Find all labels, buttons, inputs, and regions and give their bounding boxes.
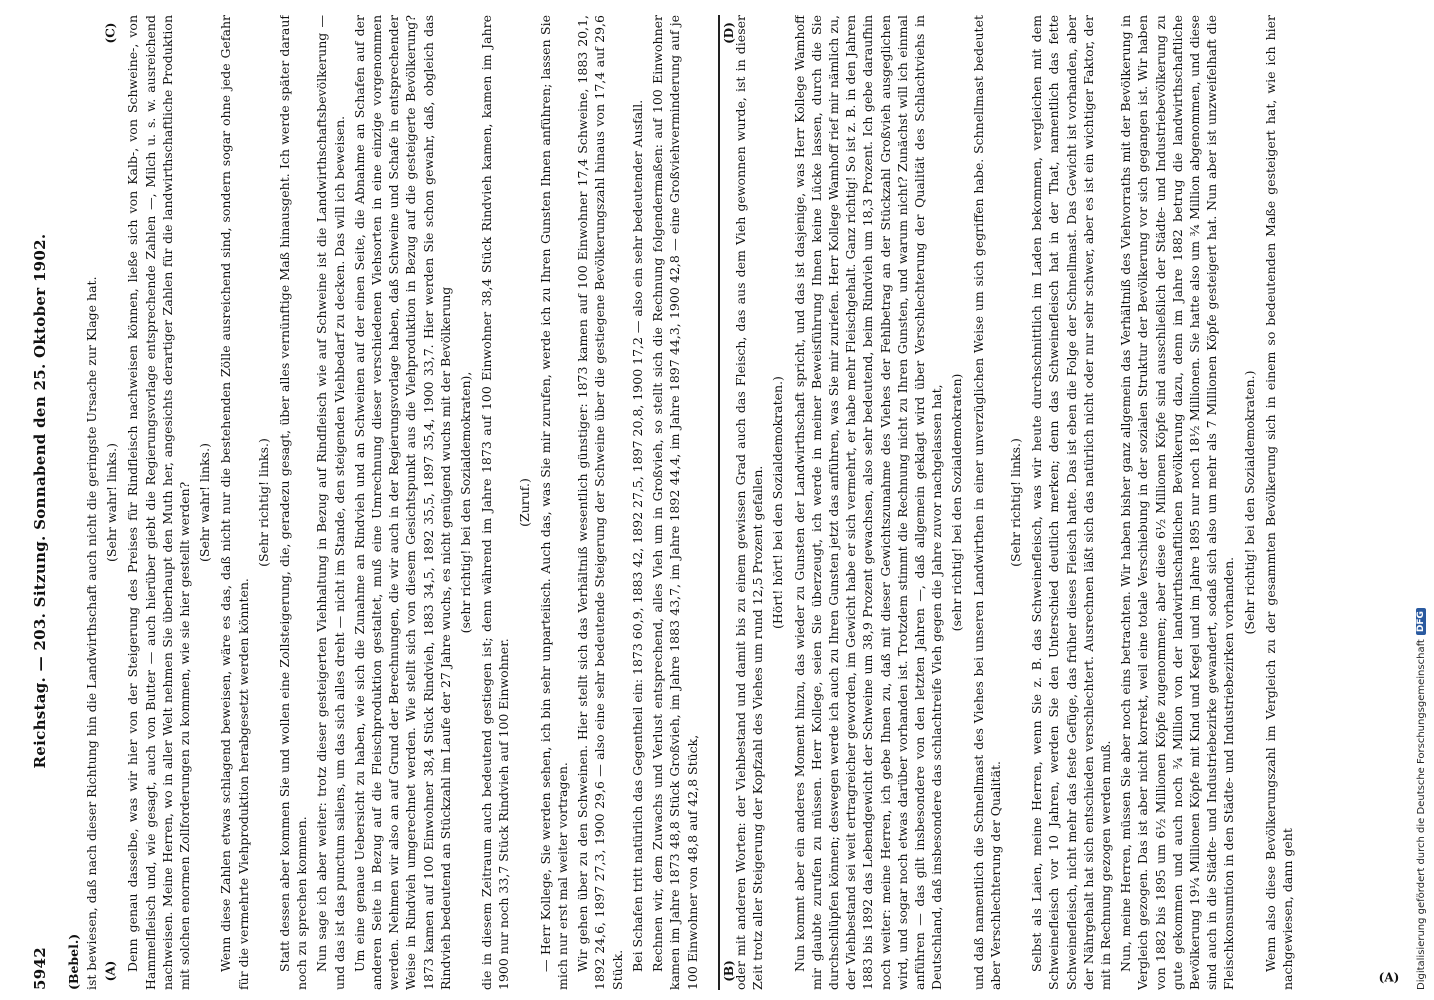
interjection: (Hört! hört! bei den Sozialdemokraten.) <box>770 376 786 629</box>
paragraph: — Herr Kollege, Sie werden sehen, ich bin sehr unparteiisch. Auch das, was Sie mir zurufen, werde ich zu Ihren Gunsten Ihnen anführen; lassen Sie mich nur erst mal weiter vortragen. <box>537 15 571 990</box>
paragraph: Selbst als Laien, meine Herren, wenn Sie z. B. das Schweinefleisch, was wir heute durchschnittlich im Laden bekommen, vergleichen mit dem Schweinefleisch vor 10 Jahren, werden Sie den Unterschied deutlich merken; denn das Schweinefleisch hat in der That, namentlich das fette Schweinefleisch, nicht mehr das feste Gefüge, das früher dieses Fleisch hatte. Das ist eben die Folge der Schnellmast. Das Gewicht ist vorhanden, aber der Nährgehalt hat sich entschieden verschlechtert. Ausrechnen läßt sich das natürlich nicht oder nur sehr schwer, aber es ist ein wichtiger Faktor, der mit in Rechnung gezogen werden muß. <box>1029 15 1114 990</box>
right-column <box>732 15 1382 990</box>
margin-letter-a: (A) <box>1378 970 1400 985</box>
paragraph: Nun kommt aber ein anderes Moment hinzu, das wieder zu Gunsten der Landwirthschaft spricht, und das ist dasjenige, was Herr Kollege Wamhoff mir glaubte zurufen zu müssen. Herr Kollege, seien Sie überzeugt, ich werde in meiner Beweisführung Ihnen keine Lücke lassen, durch die Sie durchschlüpfen können; deswegen werde ich auch zu Ihren Gunsten jetzt das anführen, was Sie mir zuriefen. Herr Kollege Wamhoff rief mir nämlich zu, der Viehbestand sei weit ertragreicher geworden, im Gewicht habe er sich vermehrt, er habe mehr Fleischgehalt. Ganz richtig! So ist z. B. in den Jahren 1883 bis 1892 das Lebendgewicht der Schweine um 38,9 Prozent gewachsen, also sehr bedeutend, beim Rindvieh um 18,3 Prozent. Ich gebe daraufhin noch weiter: meine Herren, ich gebe Ihnen zu, daß mit dieser Gewichtszunahme des Viehes der Fehlbetrag an der Stückzahl Großvieh ausgeglichen wird, und sogar noch etwas darüber vorhanden ist. Trotzdem stimmt die Rechnung nicht zu Ihren Gunsten, und warum nicht? Zunächst will ich einmal anführen — das gilt insbesondere von den letzten Jahren —, daß allgemein geklagt wird über Verschlechterung der Qualität des Schlachtviehs in Deutschland, daß insbesondere das schlachtreife Vieh gegen die Jahre zuvor nachgelassen hat, <box>791 15 945 990</box>
margin-letter-c-visible: (C) <box>103 22 118 44</box>
credit-text: Digitalisierung gefördert durch die Deutsche Forschungsgemeinschaft <box>1415 639 1427 990</box>
left-column-text <box>83 15 701 990</box>
paragraph: und daß namentlich die Schnellmast des Viehes bei unseren Landwirthen in einer unverzüglichen Weise um sich gegriffen habe. Schnellmast bedeutet aber Verschlechterung der Qualität. <box>970 15 1003 990</box>
interjection: (sehr richtig! bei den Sozialdemokraten), <box>458 371 474 634</box>
interjection: (Sehr wahr! links.) <box>104 443 120 562</box>
right-column-text <box>732 15 1296 990</box>
page-header <box>20 15 60 990</box>
interjection: (Zuruf.) <box>516 478 532 527</box>
paragraph: oder mit anderen Worten: der Viehbestand und damit bis zu einem gewissen Grad auch das Fleisch, das aus dem Vieh gewonnen wurde, ist in dieser Zeit trotz aller Steigerung der Kopfzahl des Viehes um rund 12,5 Prozent gefallen. <box>733 15 766 990</box>
paragraph: ist bewiesen, daß nach dieser Richtung hin die Landwirthschaft auch nicht die geringste Ursache zur Klage hat. <box>84 276 99 990</box>
speaker-name: (Bebel.) <box>66 933 81 990</box>
page-number: 5942 <box>31 947 49 990</box>
paragraph: Statt dessen aber kommen Sie und wollen eine Zollsteigerung, die, geradezu gesagt, über alles vernünftige Maß hinausgeht. Ich werde später darauf noch zu sprechen kommen. <box>277 15 310 990</box>
margin-letter-b-visible: (B) <box>721 960 736 982</box>
paragraph: Rechnen wir, dem Zuwachs und Verlust entsprechend, alles Vieh um in Großvieh, so stellt sich die Rechnung folgendermaßen: auf 100 Einwohner kamen im Jahre 1873 48,8 Stück Großvieh, im Jahre 1883 43,7, im Jahre 1892 44,4, im Jahre 1897 44,3, 1900 42,8 — eine Großviehverminderung auf je 100 Einwohner von 48,8 auf 42,8 Stück, <box>650 15 700 990</box>
paragraph: die in diesem Zeitraum auch bedeutend gestiegen ist; denn während im Jahre 1873 auf 100 Einwohner 38,4 Stück Rindvieh kamen, kamen im Jahre 1900 nur noch 33,7 Stück Rindvieh auf 100 Einwohner. <box>479 15 512 990</box>
left-column <box>66 15 706 990</box>
interjection: (Sehr richtig! links.) <box>255 438 271 567</box>
paragraph: Nun, meine Herren, müssen Sie aber noch eins betrachten. Wir haben bisher ganz allgemein das Verhältniß des Viehvorraths mit der Bevölkerung in Vergleich gezogen. Das ist aber nicht korrekt, weil eine totale Verschiebung in der sozialen Struktur der Bevölkerung vor sich gegangen ist. Wir haben von 1882 bis 1895 um 6½ Millionen Köpfe zugenommen; aber diese 6½ Millionen Köpfe sind ausschließlich der Städte- und Industriebevölkerung zu gute gekommen und auch noch ¾ Million von der landwirthschaftlichen Bevölkerung dazu, denn im Jahre 1882 betrug die landwirthschaftliche Bevölkerung 19¼ Millionen Köpfe mit Kind und Kegel und im Jahre 1895 nur noch 18½ Millionen. Sie hatte also um ¾ Million abgenommen, und diese sind auch in die Städte- und Industriebezirke gewandert, sodaß sich also um mehr als 7 Millionen Köpfe gesteigert hat. Nun aber ist unzweifelhaft die Fleischkonsumtion in den Städte- und Industriebezirken vorhanden. <box>1118 15 1237 990</box>
interjection: (Sehr wahr! links.) <box>197 443 213 562</box>
dfg-logo: DFG <box>1416 608 1426 635</box>
page-title: Reichstag. — 203. Sitzung. Sonnabend den 25. Oktober 1902. <box>31 233 49 769</box>
digitization-credit <box>1410 10 1430 990</box>
paragraph: Denn genau dasselbe, was wir hier von der Steigerung des Preises für Rindfleisch nachweisen können, ließe sich von Kalb-, von Schweine-, von Hammelfleisch und, wie gesagt, auch von Butter — auch hierüber giebt die Regierungsvorlage entsprechende Zahlen —, Milch u. s. w. ausreichend nachweisen. Meine Herren, wo in aller Welt nehmen Sie überhaupt den Muth her, angesichts derartiger Zahlen für die landwirthschaftliche Produktion mit solchen enormen Zollforderungen zu kommen, wie sie hier gestellt werden? <box>125 15 193 990</box>
paragraph: Bei Schafen tritt natürlich das Gegentheil ein: 1873 60,9, 1883 42, 1892 27,5, 1897 20,8, 1900 17,2 — also ein sehr bedeutender Ausfall. <box>629 99 645 972</box>
interjection: (sehr richtig! bei den Sozialdemokraten) <box>949 373 965 632</box>
rotated-page-content <box>20 15 1400 990</box>
column-separator <box>718 15 720 990</box>
paragraph: Nun sage ich aber weiter: trotz dieser gesteigerten Viehhaltung in Bezug auf Rindfleisch wie auf Schweine ist die Landwirthschaftsbevölkerung — und das ist das punctum saliens, um das sich alles dreht — nicht im Stande, den steigenden Viehbedarf zu decken. Das will ich beweisen. <box>314 15 347 990</box>
paragraph: Wir gehen über zu den Schweinen. Hier stellt sich das Verhältniß wesentlich günstiger: 1873 kamen auf 100 Einwohner 17,4 Schweine, 1883 20,1, 1892 24,6, 1897 27,3, 1900 29,6 — also eine sehr bedeutende Steigerung der Schweine über die gestiegene Bevölkerungszahl hinaus von 17,4 auf 29,6 Stück. <box>575 15 625 990</box>
paragraph: Um eine genaue Uebersicht zu haben, wie sich die Zunahme an Rindvieh und an Schweinen auf der einen Seite, die Abnahme an Schafen auf der anderen Seite in Bezug auf die Fleischproduktion gestaltet, muß eine Umrechnung dieser verschiedenen Viehsorten in eine einzige vorgenommen werden. Nehmen wir also an auf Grund der Berechnungen, die wir auch in der Regierungsvorlage haben, daß Schweine und Schafe in entsprechender Weise in Rindvieh umgerechnet werden. Wie stellt sich von diesem Gesichtspunkt aus die Viehproduktion in Bezug auf die gesteigerte Bevölkerung? 1873 kamen auf 100 Einwohner 38,4 Stück Rindvieh, 1883 34,5, 1892 35,5, 1897 35,4, 1900 33,7. Hier werden Sie schon gewahr, daß, obgleich das Rindvieh bedeutend an Stückzahl im Laufe der 27 Jahre wuchs, es nicht genügend wuchs mit der Bevölkerung <box>351 15 453 990</box>
paragraph: Wenn diese Zahlen etwas schlagend beweisen, wäre es das, daß nicht nur die bestehenden Zölle ausreichend sind, sondern sogar ohne jede Gefahr für die vermehrte Viehproduktion herabgesetzt werden könnten. <box>218 15 251 990</box>
interjection: (Sehr richtig! bei den Sozialdemokraten.) <box>1241 370 1257 635</box>
margin-letter-d-visible: (D) <box>721 22 736 44</box>
margin-letter-a-visible: (A) <box>103 960 118 982</box>
interjection: (Sehr richtig! links.) <box>1008 438 1024 567</box>
paragraph: Wenn also diese Bevölkerungszahl im Vergleich zu der gesammten Bevölkerung sich in einem so bedeutenden Maße gesteigert hat, wie ich hier nachgewiesen, dann geht <box>1262 15 1296 990</box>
